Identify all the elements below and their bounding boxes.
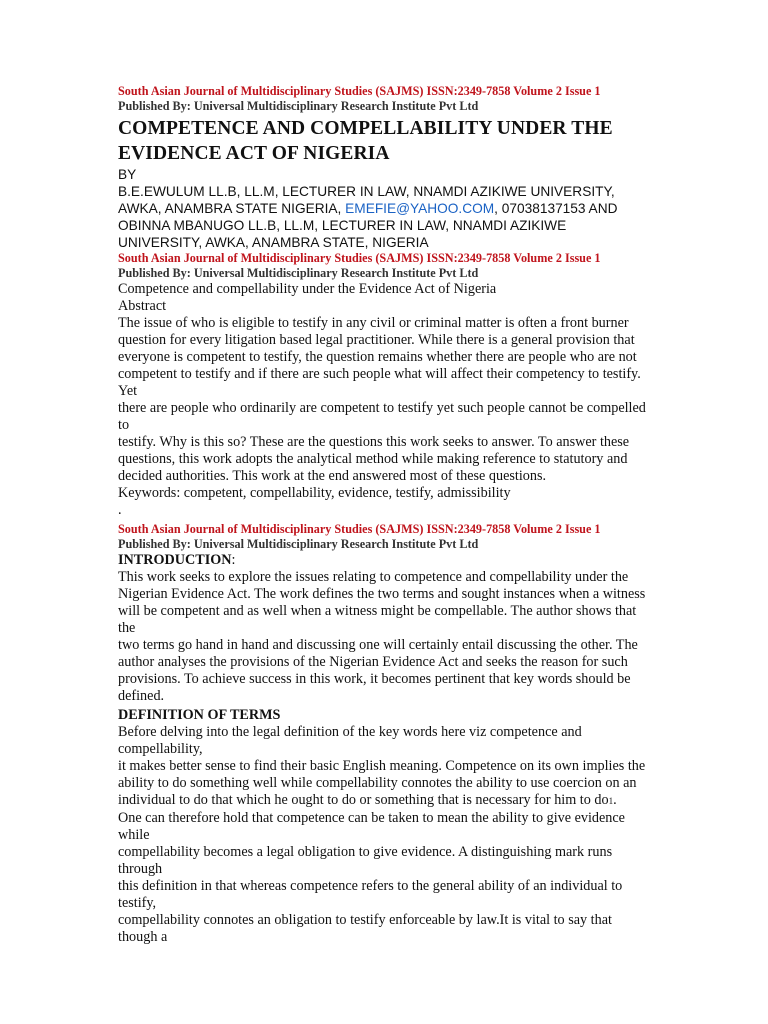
- text-line: it makes better sense to find their basic English meaning. Competence on its own implies the: [118, 758, 646, 774]
- abstract-body: [118, 315, 648, 519]
- publisher-line: Published By: Universal Multidisciplinary Research Institute Pvt Ltd: [118, 266, 479, 280]
- footnote-line-text: individual to do that which he ought to do or something that is necessary for him to do: [118, 792, 609, 808]
- text-line: everyone is competent to testify, the question remains whether there are people who are not: [118, 349, 637, 365]
- text-line: will be competent and as well when a witness might be compellable. The author shows that: [118, 603, 637, 619]
- text-line: though a: [118, 929, 168, 945]
- definition-body-a: [118, 724, 648, 792]
- publisher-line: Published By: Universal Multidisciplinary Research Institute Pvt Ltd: [118, 99, 479, 113]
- text-line: author analyses the provisions of the Nigerian Evidence Act and seeks the reason for such: [118, 654, 628, 670]
- text-line: while: [118, 827, 150, 843]
- text-line: competent to testify and if there are such people what will affect their competency to testify.: [118, 366, 641, 382]
- text-line: testify,: [118, 895, 157, 911]
- text-line: testify. Why is this so? These are the questions this work seeks to answer. To answer these: [118, 434, 630, 450]
- introduction-section: [118, 552, 648, 705]
- author1-phone: , 07038137153 AND: [494, 201, 618, 216]
- introduction-body: [118, 569, 648, 705]
- author1-line: B.E.EWULUM LL.B, LL.M, LECTURER IN LAW, NNAMDI AZIKIWE UNIVERSITY,: [118, 184, 615, 199]
- title-line: EVIDENCE ACT OF NIGERIA: [118, 143, 390, 164]
- introduction-heading-text: INTRODUCTION: [118, 552, 232, 568]
- running-title: Competence and compellability under the Evidence Act of Nigeria: [118, 281, 497, 297]
- definition-section: [118, 707, 648, 946]
- publisher-line: Published By: Universal Multidisciplinary Research Institute Pvt Ltd: [118, 537, 479, 551]
- author2-line: UNIVERSITY, AWKA, ANAMBRA STATE, NIGERIA: [118, 235, 429, 250]
- text-line: this definition in that whereas competence refers to the general ability of an individual to: [118, 878, 623, 894]
- author-block: [118, 166, 648, 251]
- abstract-heading: Abstract: [118, 298, 167, 314]
- text-line: .: [118, 502, 122, 518]
- text-line: decided authorities. This work at the end answered most of these questions.: [118, 468, 547, 484]
- author1-contact-line: [118, 200, 648, 217]
- footnote-line-end: .: [613, 792, 617, 808]
- text-line: The issue of who is eligible to testify in any civil or criminal matter is often a front burner: [118, 315, 629, 331]
- author2-line: OBINNA MBANUGO LL.B, LL.M, LECTURER IN LAW, NNAMDI AZIKIWE: [118, 218, 567, 233]
- text-line: to: [118, 417, 130, 433]
- text-line: compellability,: [118, 741, 203, 757]
- journal-header: South Asian Journal of Multidisciplinary Studies (SAJMS) ISSN:2349-7858 Volume 2 Issue 1: [118, 84, 601, 98]
- text-line: Nigerian Evidence Act. The work defines the two terms and sought instances when a witness: [118, 586, 646, 602]
- text-line: Keywords: competent, compellability, evidence, testify, admissibility: [118, 485, 511, 501]
- journal-header: South Asian Journal of Multidisciplinary Studies (SAJMS) ISSN:2349-7858 Volume 2 Issue 1: [118, 522, 601, 536]
- paper-title: [118, 116, 648, 166]
- text-line: through: [118, 861, 163, 877]
- text-line: compellability connotes an obligation to testify enforceable by law.It is vital to say that: [118, 912, 612, 928]
- email-link[interactable]: EMEFIE@YAHOO.COM: [345, 201, 495, 216]
- text-line: provisions. To achieve success in this work, it becomes pertinent that key words should be: [118, 671, 631, 687]
- text-line: questions, this work adopts the analytical method while making reference to statutory and: [118, 451, 628, 467]
- abstract-section: [118, 281, 648, 519]
- by-label: BY: [118, 167, 137, 182]
- definition-body-b: [118, 810, 648, 946]
- footnote-line: [118, 792, 648, 810]
- text-line: the: [118, 620, 136, 636]
- journal-header: South Asian Journal of Multidisciplinary Studies (SAJMS) ISSN:2349-7858 Volume 2 Issue 1: [118, 251, 601, 265]
- text-line: question for every litigation based legal practitioner. While there is a general provision that: [118, 332, 635, 348]
- text-line: there are people who ordinarily are competent to testify yet such people cannot be compelled: [118, 400, 646, 416]
- text-line: One can therefore hold that competence can be taken to mean the ability to give evidence: [118, 810, 625, 826]
- text-line: compellability becomes a legal obligation to give evidence. A distinguishing mark runs: [118, 844, 613, 860]
- text-line: two terms go hand in hand and discussing one will certainly entail discussing the other. The: [118, 637, 638, 653]
- title-line: COMPETENCE AND COMPELLABILITY UNDER THE: [118, 118, 613, 139]
- introduction-heading-colon: :: [231, 552, 236, 568]
- footnote-marker[interactable]: 1: [608, 796, 614, 806]
- introduction-heading: [118, 552, 648, 569]
- document-page: [118, 84, 648, 946]
- definition-heading: DEFINITION OF TERMS: [118, 707, 281, 723]
- text-line: ability to do something well while compellability connotes the ability to use coercion on an: [118, 775, 637, 791]
- author1-address: AWKA, ANAMBRA STATE NIGERIA,: [118, 201, 346, 216]
- text-line: Yet: [118, 383, 138, 399]
- text-line: This work seeks to explore the issues relating to competence and compellability under the: [118, 569, 629, 585]
- text-line: Before delving into the legal definition of the key words here viz competence and: [118, 724, 582, 740]
- text-line: defined.: [118, 688, 165, 704]
